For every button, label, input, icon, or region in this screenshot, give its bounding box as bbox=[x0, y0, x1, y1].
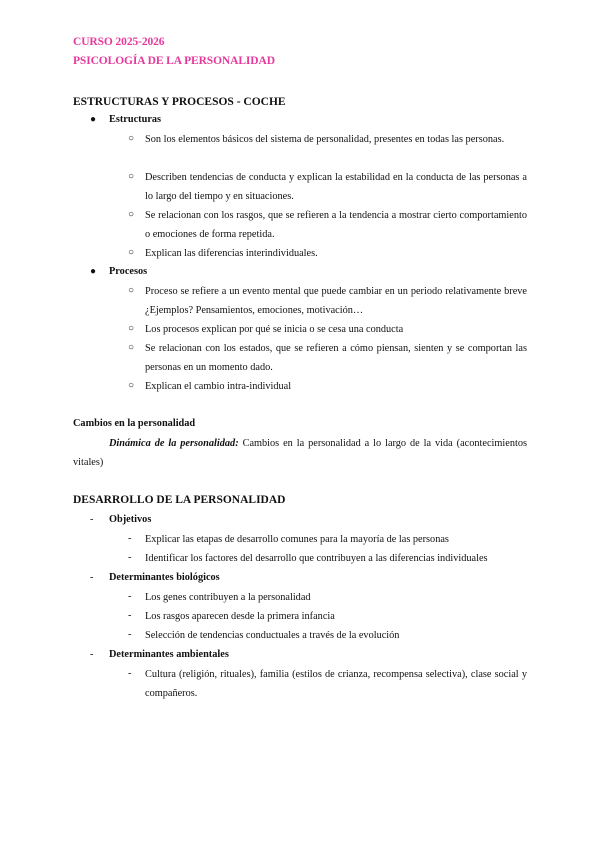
circle-marker: ○ bbox=[128, 247, 135, 258]
bullet-marker: ● bbox=[90, 114, 97, 125]
biologicos-item-3: Selección de tendencias conductuales a través de la evolución bbox=[145, 630, 400, 641]
circle-marker: ○ bbox=[128, 380, 135, 391]
dash-marker: - bbox=[128, 552, 132, 563]
estructuras-item-3: Se relacionan con los rasgos, que se refieren a la tendencia a mostrar cierto comportamiento o emociones de forma repetida. bbox=[145, 210, 527, 241]
dinamica-definition: Cambios en la personalidad a lo largo de la vida (acontecimientos vitales) bbox=[73, 438, 527, 469]
circle-marker: ○ bbox=[128, 285, 135, 296]
dash-marker: - bbox=[128, 629, 132, 640]
estructuras-item-2: Describen tendencias de conducta y explican la estabilidad en la conducta de las personas a lo largo del tiempo y en situaciones. bbox=[145, 172, 527, 203]
dash-marker: - bbox=[90, 572, 94, 583]
circle-marker: ○ bbox=[128, 323, 135, 334]
dinamica-paragraph bbox=[73, 434, 527, 472]
section-title-estructuras-procesos: ESTRUCTURAS Y PROCESOS - COCHE bbox=[73, 96, 286, 108]
biologicos-label: Determinantes biológicos bbox=[109, 572, 220, 583]
dash-marker: - bbox=[90, 649, 94, 660]
course-year: CURSO 2025-2026 bbox=[73, 36, 165, 48]
objetivos-label: Objetivos bbox=[109, 514, 152, 525]
procesos-label: Procesos bbox=[109, 266, 148, 277]
estructuras-item-4: Explican las diferencias interindividuales. bbox=[145, 248, 318, 259]
section-title-cambios: Cambios en la personalidad bbox=[73, 418, 196, 429]
ambientales-item-1: Cultura (religión, rituales), familia (estilos de crianza, recompensa selectiva), clase social y compañeros. bbox=[145, 669, 527, 700]
circle-marker: ○ bbox=[128, 209, 135, 220]
circle-marker: ○ bbox=[128, 171, 135, 182]
objetivos-item-2: Identificar los factores del desarrollo que contribuyen a las diferencias individuales bbox=[145, 553, 488, 564]
circle-marker: ○ bbox=[128, 133, 135, 144]
circle-marker: ○ bbox=[128, 342, 135, 353]
procesos-item-1: Proceso se refiere a un evento mental que puede cambiar en un periodo relativamente breve ¿Ejemplos? Pensamientos, emociones, motivación… bbox=[145, 286, 527, 317]
estructuras-label: Estructuras bbox=[109, 114, 162, 125]
procesos-item-2: Los procesos explican por qué se inicia o se cesa una conducta bbox=[145, 324, 404, 335]
dinamica-term: Dinámica de la personalidad: bbox=[109, 438, 239, 449]
biologicos-item-1: Los genes contribuyen a la personalidad bbox=[145, 592, 311, 603]
dash-marker: - bbox=[128, 591, 132, 602]
dash-marker: - bbox=[90, 514, 94, 525]
dash-marker: - bbox=[128, 533, 132, 544]
biologicos-item-2: Los rasgos aparecen desde la primera infancia bbox=[145, 611, 335, 622]
objetivos-item-1: Explicar las etapas de desarrollo comunes para la mayoría de las personas bbox=[145, 534, 449, 545]
dash-marker: - bbox=[128, 668, 132, 679]
bullet-marker: ● bbox=[90, 266, 97, 277]
procesos-item-4: Explican el cambio intra-individual bbox=[145, 381, 292, 392]
estructuras-item-1: Son los elementos básicos del sistema de personalidad, presentes en todas las personas. bbox=[145, 134, 505, 145]
ambientales-label: Determinantes ambientales bbox=[109, 649, 229, 660]
procesos-item-3: Se relacionan con los estados, que se refieren a cómo piensan, sienten y se comportan las personas en un momento dado. bbox=[145, 343, 527, 374]
course-subject: PSICOLOGÍA DE LA PERSONALIDAD bbox=[73, 55, 275, 67]
section-title-desarrollo: DESARROLLO DE LA PERSONALIDAD bbox=[73, 494, 286, 506]
dash-marker: - bbox=[128, 610, 132, 621]
